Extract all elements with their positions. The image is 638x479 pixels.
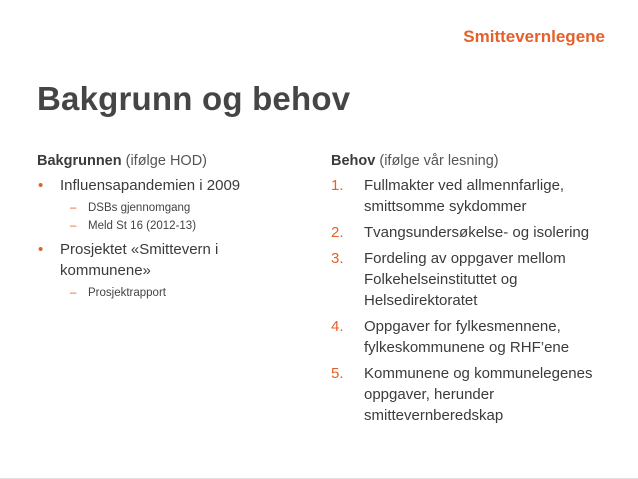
- numbered-item: [331, 248, 621, 311]
- dash-icon: –: [70, 202, 77, 214]
- background-list: [37, 175, 307, 302]
- sub-list-item: [60, 217, 307, 235]
- background-heading-bold: Bakgrunnen: [37, 153, 122, 169]
- list-item-text: Influensapandemien i 2009: [60, 177, 241, 194]
- sub-list-item: [60, 284, 307, 302]
- background-heading-paren: (ifølge HOD): [125, 153, 207, 169]
- numbered-item: [331, 316, 621, 358]
- background-heading: [37, 151, 307, 171]
- list-item: [37, 239, 307, 302]
- numbered-item-text: Tvangsundersøkelse- og isolering: [364, 224, 590, 241]
- item-number: 5.: [331, 365, 344, 382]
- needs-heading-paren: (ifølge vår lesning): [379, 153, 499, 169]
- numbered-item: [331, 363, 621, 426]
- numbered-item: [331, 175, 621, 217]
- sub-list-item: [60, 199, 307, 217]
- list-item: [37, 175, 307, 235]
- dash-icon: –: [70, 287, 77, 299]
- brand-label: Smittevernlegene: [463, 27, 605, 46]
- sub-list: [60, 199, 307, 235]
- dash-icon: –: [70, 220, 77, 232]
- item-number: 3.: [331, 250, 344, 267]
- item-number: 1.: [331, 177, 344, 194]
- sub-list-item-text: Prosjektrapport: [88, 287, 166, 299]
- needs-list: [331, 175, 621, 426]
- numbered-item-text: Fordeling av oppgaver mellom Folkehelseinstituttet og Helsedirektoratet: [364, 250, 566, 309]
- needs-heading-bold: Behov: [331, 153, 376, 169]
- list-item-text: Prosjektet «Smittevern i kommunene»: [60, 241, 219, 279]
- numbered-item: [331, 222, 621, 243]
- bullet-icon: •: [38, 241, 44, 258]
- numbered-item-text: Fullmakter ved allmennfarlige, smittsomme sykdommer: [364, 177, 565, 215]
- bullet-icon: •: [38, 177, 44, 194]
- sub-list: [60, 284, 307, 302]
- needs-heading: [331, 151, 621, 171]
- item-number: 2.: [331, 224, 344, 241]
- background-column: [37, 151, 307, 306]
- sub-list-item-text: DSBs gjennomgang: [88, 202, 191, 214]
- item-number: 4.: [331, 318, 344, 335]
- sub-list-item-text: Meld St 16 (2012-13): [88, 220, 197, 232]
- slide-title: Bakgrunn og behov: [37, 80, 351, 117]
- numbered-item-text: Oppgaver for fylkesmennene, fylkeskommunene og RHF’ene: [364, 318, 570, 356]
- needs-column: [331, 151, 621, 431]
- numbered-item-text: Kommunene og kommunelegenes oppgaver, herunder smittevernberedskap: [364, 365, 593, 424]
